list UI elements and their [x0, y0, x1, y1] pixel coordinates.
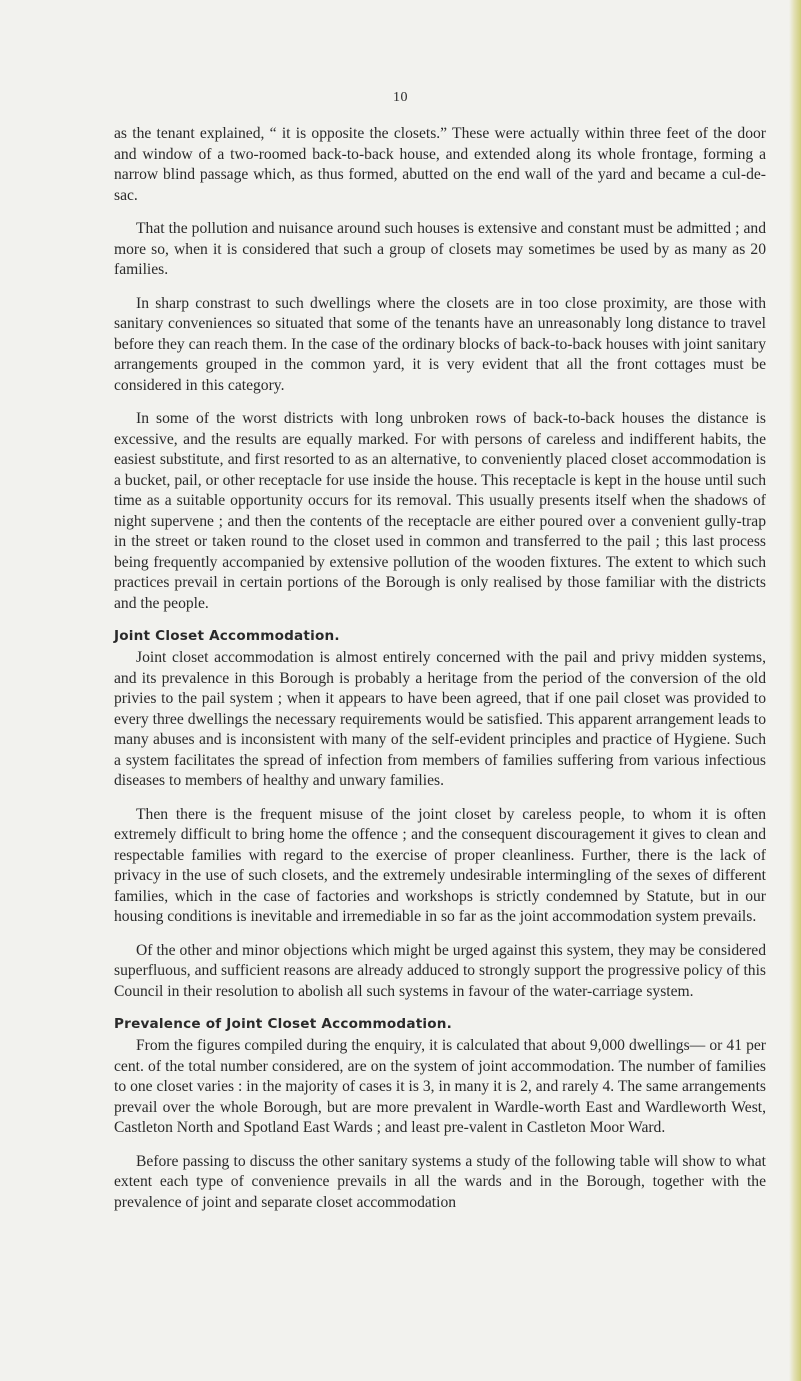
- paragraph: In some of the worst districts with long unbroken rows of back-to-back houses the distance is excessive, and the results are equally marked. For with persons of careless and indifferent habits, the easiest substitute, and first resorted to as an alternative, to conveniently placed closet accommodation is a bucket, pail, or other receptacle for use inside the house. This receptacle is kept in the house until such time as a suitable opportunity occurs for its removal. This usually presents itself when the shadows of night supervene ; and then the contents of the receptacle are either poured over a convenient gully-trap in the street or taken round to the closet used in common and transferred to the pail ; this last process being frequently accompanied by extensive pollution of the wooden fixtures. The extent to which such practices prevail in certain portions of the Borough is only realised by those familiar with the districts and the people.: [114, 410, 766, 612]
- paragraph-continued: as the tenant explained, “ it is opposite the closets.” These were actually within three feet of the door and window of a two-roomed back-to-back house, and extended along its whole frontage, forming a narrow blind passage which, as thus formed, abutted on the end wall of the yard and became a cul-de-sac.: [114, 125, 766, 204]
- paragraph: Joint closet accommodation is almost entirely concerned with the pail and privy midden systems, and its prevalence in this Borough is probably a heritage from the period of the conversion of the old privies to the pail system ; when it appears to have been agreed, that if one pail closet was provided to every three dwellings the necessary requirements would be satisfied. This apparent arrangement leads to many abuses and is inconsistent with many of the self-evident principles and practice of Hygiene. Such a system facilitates the spread of infection from members of families suffering from various infectious diseases to members of healthy and unwary families.: [114, 649, 766, 789]
- body-text: [114, 124, 766, 1213]
- paragraph: Of the other and minor objections which might be urged against this system, they may be considered superfluous, and sufficient reasons are already adduced to strongly support the progressive policy of this Council in their resolution to abolish all such systems in favour of the water-carriage system.: [114, 941, 766, 1000]
- paragraph: That the pollution and nuisance around such houses is extensive and constant must be admitted ; and more so, when it is considered that such a group of closets may sometimes be used by as many as 20 families.: [114, 220, 766, 278]
- paragraph: In sharp constrast to such dwellings where the closets are in too close proximity, are those with sanitary conveniences so situated that some of the tenants have an unreasonably long distance to travel before they can reach them. In the case of the ordinary blocks of back-to-back houses with joint sanitary arrangements grouped in the common yard, it is very evident that all the front cottages must be considered in this category.: [114, 294, 766, 394]
- section-heading-prevalence: Prevalence of Joint Closet Accommodation.: [114, 1016, 453, 1032]
- paragraph: From the figures compiled during the enquiry, it is calculated that about 9,000 dwellings— or 41 per cent. of the total number considered, are on the system of joint accommodation. The number of families to one closet varies : in the majority of cases it is 3, in many it is 2, and rarely 4. The same arrangements prevail over the whole Borough, but are more prevalent in Wardle-worth East and Wardleworth West, Castleton North and Spotland East Wards ; and least pre-valent in Castleton Moor Ward.: [114, 1037, 766, 1136]
- page-edge-shading: [789, 0, 801, 1381]
- paragraph: Then there is the frequent misuse of the joint closet by careless people, to whom it is often extremely difficult to bring home the offence ; and the consequent discouragement it gives to clean and respectable families with regard to the exercise of proper cleanliness. Further, there is the lack of privacy in the use of such closets, and the extremely undesirable intermingling of the sexes of different families, which in the case of factories and workshops is strictly condemned by Statute, but in our housing conditions is inevitable and irremediable in so far as the joint accommodation system prevails.: [114, 805, 766, 925]
- section-heading-joint-closet: Joint Closet Accommodation.: [114, 628, 340, 644]
- paragraph: Before passing to discuss the other sanitary systems a study of the following table will show to what extent each type of convenience prevails in all the wards and in the Borough, together with the prevalence of joint and separate closet accommodation: [114, 1152, 766, 1211]
- page-number: 10: [393, 90, 408, 105]
